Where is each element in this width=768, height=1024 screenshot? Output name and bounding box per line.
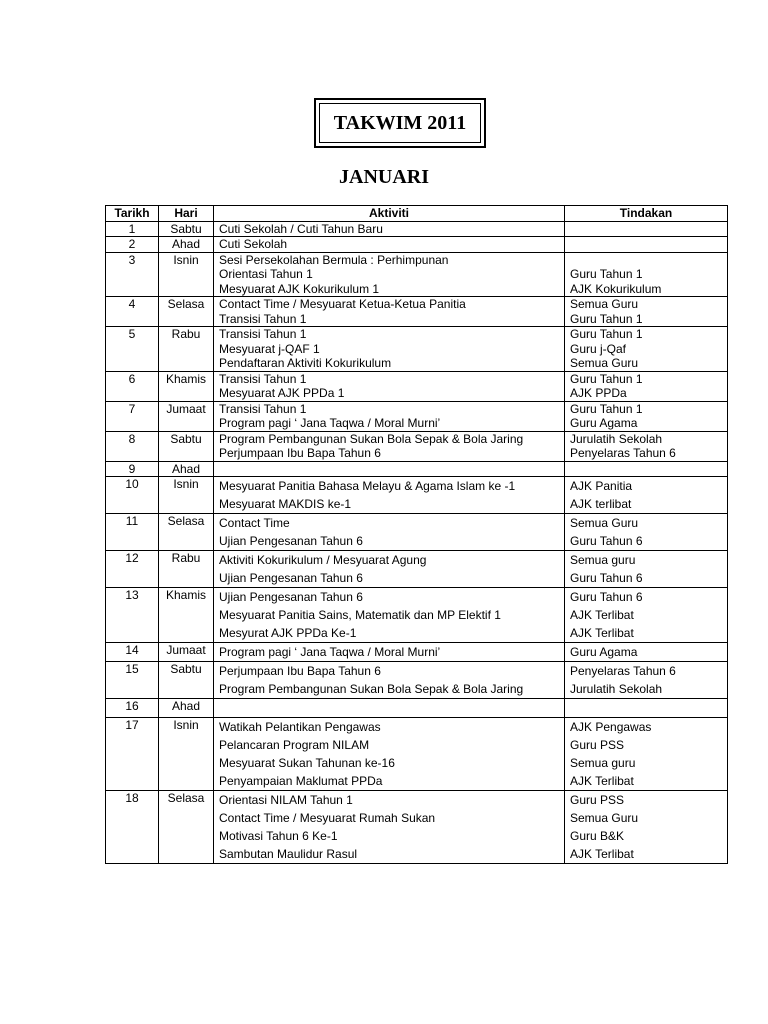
cell-tarikh: 12 bbox=[106, 551, 159, 588]
cell-aktiviti bbox=[214, 551, 565, 588]
cell-tindakan bbox=[565, 791, 728, 864]
tindakan-line: AJK PPDa bbox=[570, 386, 627, 400]
aktiviti-line: Transisi Tahun 1 bbox=[219, 311, 307, 326]
header-tarikh: Tarikh bbox=[106, 206, 159, 222]
tindakan-line: Guru Tahun 1 bbox=[570, 327, 643, 341]
cell-aktiviti bbox=[214, 327, 565, 372]
aktiviti-line bbox=[219, 462, 559, 477]
cell-aktiviti bbox=[214, 221, 565, 237]
aktiviti-line: Cuti Sekolah bbox=[219, 237, 288, 251]
tindakan-line: Guru Tahun 6 bbox=[570, 534, 643, 548]
tindakan-line: AJK terlibat bbox=[570, 497, 632, 511]
cell-tindakan bbox=[565, 401, 728, 431]
cell-tarikh: 2 bbox=[106, 237, 159, 253]
aktiviti-line: Watikah Pelantikan Pengawas bbox=[219, 720, 381, 734]
page-title: TAKWIM 2011 bbox=[319, 103, 481, 143]
cell-hari: Selasa bbox=[159, 791, 214, 864]
calendar-table bbox=[105, 205, 728, 864]
cell-hari: Sabtu bbox=[159, 662, 214, 699]
aktiviti-line: Program Pembangunan Sukan Bola Sepak & Bola Jaring bbox=[219, 682, 524, 696]
aktiviti-line: Perjumpaan Ibu Bapa Tahun 6 bbox=[219, 664, 381, 678]
cell-tindakan bbox=[565, 588, 728, 643]
tindakan-line: Guru PSS bbox=[570, 738, 625, 752]
table-row bbox=[106, 327, 728, 372]
tindakan-line: AJK Terlibat bbox=[570, 774, 634, 788]
cell-tindakan bbox=[565, 477, 728, 514]
cell-aktiviti bbox=[214, 297, 565, 327]
cell-hari: Isnin bbox=[159, 718, 214, 791]
tindakan-line: Guru Tahun 1 bbox=[570, 267, 643, 281]
tindakan-line: Jurulatih Sekolah bbox=[570, 431, 663, 446]
cell-tarikh: 9 bbox=[106, 461, 159, 477]
cell-hari: Selasa bbox=[159, 514, 214, 551]
header-hari: Hari bbox=[159, 206, 214, 222]
cell-hari: Ahad bbox=[159, 699, 214, 718]
aktiviti-line: Mesyuarat Sukan Tahunan ke-16 bbox=[219, 756, 395, 770]
aktiviti-line: Mesyuarat AJK Kokurikulum 1 bbox=[219, 281, 380, 296]
tindakan-line: Guru Tahun 6 bbox=[570, 590, 643, 604]
tindakan-line: AJK Pengawas bbox=[570, 720, 652, 734]
tindakan-line: AJK Terlibat bbox=[570, 608, 634, 622]
tindakan-line: AJK Kokurikulum bbox=[570, 281, 662, 296]
table-row bbox=[106, 551, 728, 588]
tindakan-line: Semua guru bbox=[570, 553, 636, 567]
title-box bbox=[314, 98, 486, 148]
cell-hari: Ahad bbox=[159, 461, 214, 477]
table-row bbox=[106, 237, 728, 253]
aktiviti-line: Perjumpaan Ibu Bapa Tahun 6 bbox=[219, 446, 381, 460]
cell-tindakan bbox=[565, 431, 728, 461]
cell-tindakan bbox=[565, 643, 728, 662]
tindakan-line: Penyelaras Tahun 6 bbox=[570, 446, 676, 460]
aktiviti-line: Mesyuarat MAKDIS ke-1 bbox=[219, 497, 352, 511]
cell-tarikh: 17 bbox=[106, 718, 159, 791]
cell-aktiviti bbox=[214, 699, 565, 718]
aktiviti-line: Orientasi NILAM Tahun 1 bbox=[219, 793, 353, 807]
table-row bbox=[106, 461, 728, 477]
table-row bbox=[106, 662, 728, 699]
tindakan-line: Guru Tahun 1 bbox=[570, 311, 643, 326]
cell-aktiviti bbox=[214, 791, 565, 864]
aktiviti-line: Mesyuarat Panitia Bahasa Melayu & Agama Islam ke -1 bbox=[219, 479, 516, 493]
cell-aktiviti bbox=[214, 514, 565, 551]
aktiviti-line: Program pagi ‘ Jana Taqwa / Moral Murni’ bbox=[219, 645, 441, 659]
cell-tindakan bbox=[565, 252, 728, 297]
tindakan-line: Semua Guru bbox=[570, 516, 639, 530]
tindakan-line: Guru B&K bbox=[570, 829, 625, 843]
tindakan-line bbox=[570, 462, 722, 477]
cell-hari: Jumaat bbox=[159, 401, 214, 431]
aktiviti-line: Ujian Pengesanan Tahun 6 bbox=[219, 534, 363, 548]
aktiviti-line bbox=[219, 699, 559, 717]
cell-aktiviti bbox=[214, 662, 565, 699]
table-row bbox=[106, 699, 728, 718]
cell-tarikh: 8 bbox=[106, 431, 159, 461]
cell-hari: Rabu bbox=[159, 327, 214, 372]
tindakan-line: Guru Tahun 6 bbox=[570, 571, 643, 585]
aktiviti-line: Transisi Tahun 1 bbox=[219, 401, 307, 416]
tindakan-line bbox=[570, 253, 722, 268]
cell-tarikh: 4 bbox=[106, 297, 159, 327]
cell-hari: Sabtu bbox=[159, 221, 214, 237]
aktiviti-line: Program Pembangunan Sukan Bola Sepak & Bola Jaring bbox=[219, 431, 524, 446]
cell-tarikh: 3 bbox=[106, 252, 159, 297]
cell-tindakan bbox=[565, 371, 728, 401]
aktiviti-line: Cuti Sekolah / Cuti Tahun Baru bbox=[219, 221, 383, 236]
table-row bbox=[106, 297, 728, 327]
cell-aktiviti bbox=[214, 588, 565, 643]
cell-tindakan bbox=[565, 551, 728, 588]
aktiviti-line: Contact Time / Mesyuarat Ketua-Ketua Panitia bbox=[219, 297, 466, 311]
tindakan-line bbox=[570, 237, 722, 252]
aktiviti-line: Contact Time / Mesyuarat Rumah Sukan bbox=[219, 811, 436, 825]
table-body bbox=[106, 221, 728, 864]
cell-tarikh: 15 bbox=[106, 662, 159, 699]
table-row bbox=[106, 588, 728, 643]
aktiviti-line: Mesyuarat j-QAF 1 bbox=[219, 341, 320, 356]
cell-tarikh: 11 bbox=[106, 514, 159, 551]
table-header-row bbox=[106, 206, 728, 222]
aktiviti-line: Pendaftaran Aktiviti Kokurikulum bbox=[219, 356, 392, 370]
cell-aktiviti bbox=[214, 718, 565, 791]
cell-tarikh: 7 bbox=[106, 401, 159, 431]
cell-tindakan bbox=[565, 297, 728, 327]
tindakan-line: Semua Guru bbox=[570, 356, 639, 370]
cell-tarikh: 5 bbox=[106, 327, 159, 372]
cell-hari: Selasa bbox=[159, 297, 214, 327]
cell-aktiviti bbox=[214, 461, 565, 477]
cell-tindakan bbox=[565, 662, 728, 699]
header-aktiviti: Aktiviti bbox=[214, 206, 565, 222]
aktiviti-line: Pelancaran Program NILAM bbox=[219, 738, 370, 752]
cell-tindakan bbox=[565, 718, 728, 791]
cell-aktiviti bbox=[214, 252, 565, 297]
table-row bbox=[106, 221, 728, 237]
table-row bbox=[106, 718, 728, 791]
cell-aktiviti bbox=[214, 371, 565, 401]
table-row bbox=[106, 514, 728, 551]
cell-tarikh: 13 bbox=[106, 588, 159, 643]
cell-aktiviti bbox=[214, 401, 565, 431]
tindakan-line: AJK Terlibat bbox=[570, 626, 634, 640]
cell-aktiviti bbox=[214, 643, 565, 662]
tindakan-line: Guru Agama bbox=[570, 416, 638, 430]
table-row bbox=[106, 371, 728, 401]
cell-hari: Khamis bbox=[159, 588, 214, 643]
cell-aktiviti bbox=[214, 477, 565, 514]
cell-hari: Khamis bbox=[159, 371, 214, 401]
aktiviti-line: Ujian Pengesanan Tahun 6 bbox=[219, 571, 363, 585]
aktiviti-line: Sambutan Maulidur Rasul bbox=[219, 847, 358, 861]
tindakan-line: Jurulatih Sekolah bbox=[570, 682, 663, 696]
aktiviti-line: Contact Time bbox=[219, 516, 290, 530]
cell-tarikh: 1 bbox=[106, 221, 159, 237]
aktiviti-line: Mesyuarat Panitia Sains, Matematik dan MP Elektif 1 bbox=[219, 608, 501, 622]
cell-tarikh: 16 bbox=[106, 699, 159, 718]
tindakan-line bbox=[570, 699, 722, 717]
tindakan-line: Guru Tahun 1 bbox=[570, 401, 643, 416]
tindakan-line bbox=[570, 222, 722, 237]
cell-aktiviti bbox=[214, 431, 565, 461]
cell-hari: Sabtu bbox=[159, 431, 214, 461]
cell-tarikh: 6 bbox=[106, 371, 159, 401]
table-row bbox=[106, 643, 728, 662]
tindakan-line: Semua guru bbox=[570, 756, 636, 770]
tindakan-line: Guru PSS bbox=[570, 793, 625, 807]
tindakan-line: Guru Tahun 1 bbox=[570, 371, 643, 386]
aktiviti-line: Mesyurat AJK PPDa Ke-1 bbox=[219, 626, 357, 640]
cell-hari: Ahad bbox=[159, 237, 214, 253]
cell-hari: Rabu bbox=[159, 551, 214, 588]
aktiviti-line: Ujian Pengesanan Tahun 6 bbox=[219, 590, 363, 604]
cell-tindakan bbox=[565, 699, 728, 718]
aktiviti-line: Mesyuarat AJK PPDa 1 bbox=[219, 386, 345, 400]
cell-tarikh: 14 bbox=[106, 643, 159, 662]
aktiviti-line: Sesi Persekolahan Bermula : Perhimpunan bbox=[219, 252, 449, 267]
tindakan-line: Semua Guru bbox=[570, 297, 639, 311]
tindakan-line: AJK Terlibat bbox=[570, 847, 634, 861]
cell-tindakan bbox=[565, 221, 728, 237]
tindakan-line: Guru j-Qaf bbox=[570, 341, 627, 356]
table-row bbox=[106, 252, 728, 297]
aktiviti-line: Motivasi Tahun 6 Ke-1 bbox=[219, 829, 338, 843]
table-row bbox=[106, 401, 728, 431]
tindakan-line: Guru Agama bbox=[570, 645, 638, 659]
table-row bbox=[106, 791, 728, 864]
aktiviti-line: Transisi Tahun 1 bbox=[219, 327, 307, 341]
cell-aktiviti bbox=[214, 237, 565, 253]
cell-tindakan bbox=[565, 237, 728, 253]
cell-hari: Isnin bbox=[159, 477, 214, 514]
cell-tarikh: 18 bbox=[106, 791, 159, 864]
header-tindakan: Tindakan bbox=[565, 206, 728, 222]
cell-hari: Isnin bbox=[159, 252, 214, 297]
cell-tarikh: 10 bbox=[106, 477, 159, 514]
aktiviti-line: Aktiviti Kokurikulum / Mesyuarat Agung bbox=[219, 553, 427, 567]
aktiviti-line: Orientasi Tahun 1 bbox=[219, 267, 313, 281]
cell-tindakan bbox=[565, 461, 728, 477]
table-row bbox=[106, 477, 728, 514]
tindakan-line: AJK Panitia bbox=[570, 479, 633, 493]
month-heading: JANUARI bbox=[339, 166, 429, 188]
aktiviti-line: Transisi Tahun 1 bbox=[219, 371, 307, 386]
cell-tindakan bbox=[565, 327, 728, 372]
tindakan-line: Penyelaras Tahun 6 bbox=[570, 664, 676, 678]
aktiviti-line: Penyampaian Maklumat PPDa bbox=[219, 774, 383, 788]
tindakan-line: Semua Guru bbox=[570, 811, 639, 825]
aktiviti-line: Program pagi ‘ Jana Taqwa / Moral Murni’ bbox=[219, 416, 441, 430]
cell-tindakan bbox=[565, 514, 728, 551]
cell-hari: Jumaat bbox=[159, 643, 214, 662]
table-row bbox=[106, 431, 728, 461]
